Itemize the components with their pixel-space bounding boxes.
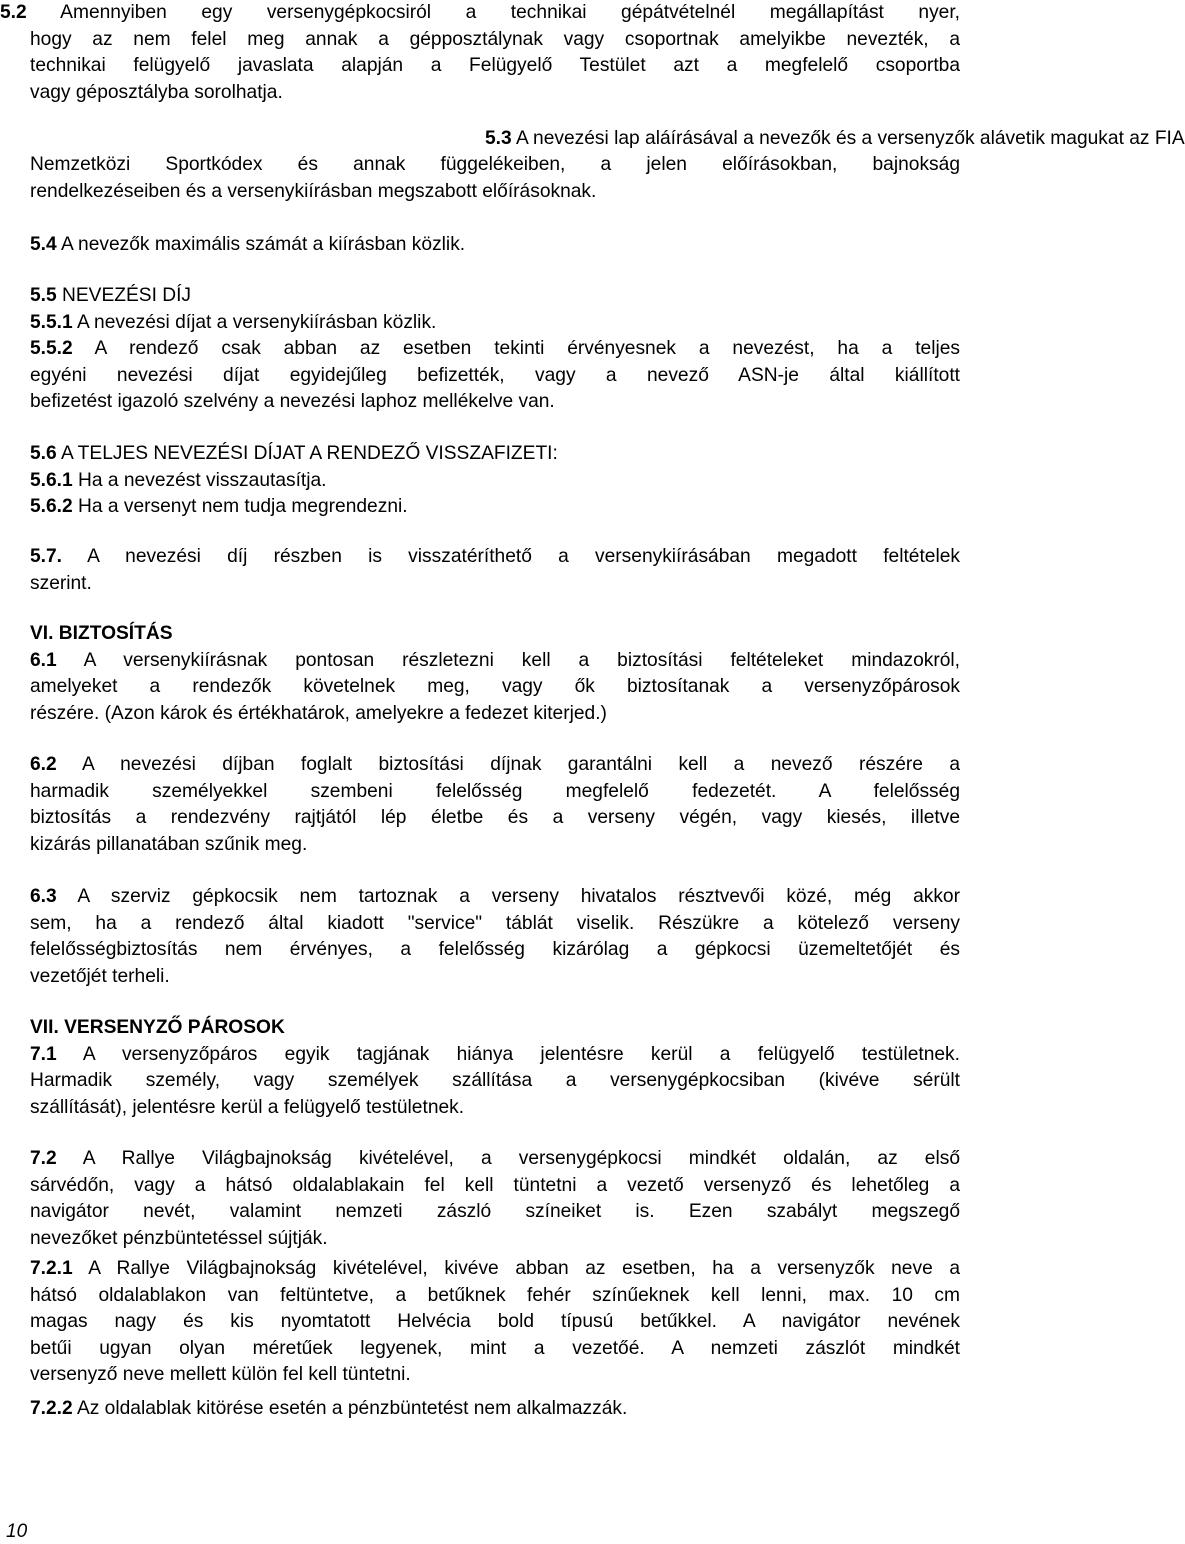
text-line: Nemzetközi Sportkódex és annak függelékeiben, a jelen előírásokban, bajnokság bbox=[30, 154, 960, 175]
section-number: 6.3 bbox=[30, 886, 57, 907]
paragraph-7-2-1 bbox=[0, 1256, 960, 1389]
text-line bbox=[0, 1256, 960, 1283]
text-line: szállítását), jelentésre kerül a felügyelő testületnek. bbox=[30, 1096, 465, 1118]
page-number: 10 bbox=[6, 1521, 28, 1542]
section-number: 5.6.1 bbox=[30, 469, 73, 491]
text-line: Harmadik személy, vagy személyek szállítása a versenygépkocsiban (kivéve sérült bbox=[30, 1070, 960, 1092]
text-line: amelyeket a rendezők követelnek meg, vagy ők biztosítanak a versenyzőpárosok bbox=[30, 676, 960, 698]
paragraph-5-3 bbox=[0, 126, 1185, 153]
text-line: részére. (Azon károk és értékhatárok, amelyekre a fedezet kiterjed.) bbox=[30, 702, 607, 724]
section-number: 6.1 bbox=[30, 649, 57, 671]
text-line: technikai felügyelő javaslata alapján a Felügyelő Testület azt a megfelelő csoportba bbox=[30, 55, 960, 77]
section-number: 7.2.1 bbox=[30, 1258, 73, 1279]
paragraph-7-2 bbox=[0, 1146, 960, 1252]
text-line: sárvédőn, vagy a hátsó oldalablakain fel kell tüntetni a vezető versenyző és lehetőleg a bbox=[30, 1174, 960, 1196]
text-line: betűi ugyan olyan méretűek legyenek, mint a vezetőé. A nemzeti zászlót mindkét bbox=[30, 1337, 960, 1359]
text-line bbox=[0, 283, 960, 310]
paragraph-6-3 bbox=[0, 884, 960, 990]
paragraph-6-2 bbox=[0, 752, 960, 858]
paragraph-5-4 bbox=[0, 232, 960, 259]
line-text: vagy géposztályba sorolhatja. bbox=[30, 81, 283, 103]
line-text: A szerviz gépkocsik nem tartoznak a verseny hivatalos résztvevői közé, még akkor bbox=[56, 886, 960, 907]
line-text: A versenyzőpáros egyik tagjának hiánya jelentésre kerül a felügyelő testületnek. bbox=[56, 1043, 960, 1065]
text-line bbox=[0, 648, 960, 675]
text-line bbox=[0, 441, 960, 468]
heading-text: VI. BIZTOSÍTÁS bbox=[30, 623, 173, 644]
section-heading bbox=[0, 621, 960, 648]
text-line bbox=[0, 884, 960, 911]
line-text: A nevezési díj részben is visszatéríthető a versenykiírásában megadott feltételek bbox=[62, 546, 960, 567]
text-line bbox=[0, 126, 1185, 153]
paragraph-5-3-body bbox=[0, 152, 960, 205]
line-text: A nevezési lap aláírásával a nevezők és a versenyzők alávetik magukat az FIA bbox=[511, 128, 1185, 149]
paragraph-7-2-2 bbox=[0, 1396, 960, 1423]
text-line: sem, ha a rendező által kiadott "service" táblát viselik. Részükre a kötelező verseny bbox=[30, 912, 960, 934]
text-line bbox=[0, 80, 960, 107]
text-line: hátsó oldalablakon van feltüntetve, a betűknek fehér színűeknek kell lenni, max. 10 cm bbox=[30, 1284, 960, 1306]
text-line bbox=[0, 468, 960, 495]
line-text: A Rallye Világbajnokság kivételével, kivéve abban az esetben, ha a versenyzők neve a bbox=[72, 1258, 960, 1279]
paragraph-5-5 bbox=[0, 283, 960, 416]
line-text: A versenykiírásnak pontosan részletezni kell a biztosítási feltételeket mindazokról, bbox=[56, 649, 960, 671]
section-heading bbox=[0, 1015, 960, 1042]
heading-text: VII. VERSENYZŐ PÁROSOK bbox=[30, 1017, 285, 1038]
text-line bbox=[0, 310, 960, 337]
section-number: 6.2 bbox=[30, 754, 57, 775]
text-line bbox=[0, 1396, 960, 1423]
text-line: felelősségbiztosítás nem érvényes, a felelősség kizárólag a gépkocsi üzemeltetőjét és bbox=[30, 939, 960, 961]
text-line: nevezőket pénzbüntetéssel sújtják. bbox=[30, 1227, 328, 1249]
section-number: 7.2 bbox=[30, 1148, 57, 1169]
text-line: magas nagy és kis nyomtatott Helvécia bold típusú betűkkel. A navigátor nevének bbox=[30, 1311, 960, 1333]
line-text: A nevezési díjban foglalt biztosítási díjnak garantálni kell a nevező részére a bbox=[56, 754, 960, 775]
section-number: 5.3 bbox=[485, 128, 512, 149]
section-number: 5.5.2 bbox=[30, 338, 73, 360]
text-line bbox=[0, 232, 960, 259]
text-line bbox=[0, 336, 960, 363]
line-text: Ha a versenyt nem tudja megrendezni. bbox=[72, 496, 408, 518]
line-text: Ha a nevezést visszautasítja. bbox=[72, 469, 327, 491]
section-vii bbox=[0, 1015, 960, 1121]
text-line: befizetést igazoló szelvény a nevezési laphoz mellékelve van. bbox=[30, 391, 555, 413]
line-text: A nevezők maximális számát a kiírásban közlik. bbox=[56, 234, 466, 255]
text-line bbox=[0, 544, 960, 571]
text-line: harmadik személyekkel szembeni felelősség megfelelő fedezetét. A felelősség bbox=[30, 780, 960, 802]
section-number: 5.5.1 bbox=[30, 311, 73, 333]
section-number: 5.5 bbox=[30, 285, 57, 306]
section-vi bbox=[0, 621, 960, 727]
text-line bbox=[0, 0, 960, 27]
section-number: 5.2 bbox=[0, 2, 27, 23]
text-line: rendelkezéseiben és a versenykiírásban megszabott előírásoknak. bbox=[30, 180, 597, 202]
text-line: szerint. bbox=[30, 572, 92, 594]
text-line: egyéni nevezési díjat egyidejűleg befizették, vagy a nevező ASN-je által kiállított bbox=[30, 364, 960, 386]
text-line: hogy az nem felel meg annak a gépposztálynak vagy csoportnak amelyikbe nevezték, a bbox=[30, 28, 960, 50]
line-text: A rendező csak abban az esetben tekinti érvényesnek a nevezést, ha a teljes bbox=[72, 338, 960, 360]
text-line bbox=[0, 1146, 960, 1173]
section-number: 5.7. bbox=[30, 546, 63, 567]
line-text: A Rallye Világbajnokság kivételével, a versenygépkocsi mindkét oldalán, az első bbox=[56, 1148, 960, 1169]
text-line: biztosítás a rendezvény rajtjától lép életbe és a verseny végén, vagy kiesés, illetve bbox=[30, 807, 960, 829]
text-line: versenyző neve mellett külön fel kell tüntetni. bbox=[30, 1364, 411, 1386]
text-line bbox=[0, 1042, 960, 1069]
line-text: NEVEZÉSI DÍJ bbox=[56, 285, 192, 306]
line-text: A nevezési díjat a versenykiírásban közlik. bbox=[72, 311, 437, 333]
section-number: 5.4 bbox=[30, 234, 57, 255]
text-line: kizárás pillanatában szűnik meg. bbox=[30, 833, 308, 855]
section-number: 5.6.2 bbox=[30, 496, 73, 518]
paragraph-5-6 bbox=[0, 441, 960, 521]
text-line: vezetőjét terheli. bbox=[30, 965, 170, 987]
paragraph-5-7 bbox=[0, 544, 960, 597]
text-line: navigátor nevét, valamint nemzeti zászló színeiket is. Ezen szabályt megszegő bbox=[30, 1201, 960, 1223]
section-number: 7.2.2 bbox=[30, 1398, 73, 1419]
section-number: 7.1 bbox=[30, 1043, 57, 1065]
section-number: 5.6 bbox=[30, 443, 57, 464]
line-text: A TELJES NEVEZÉSI DÍJAT A RENDEZŐ VISSZAFIZETI: bbox=[56, 443, 558, 464]
paragraph-5-2 bbox=[0, 0, 960, 106]
text-line bbox=[0, 752, 960, 779]
text-line bbox=[0, 494, 960, 521]
line-text: Az oldalablak kitörése esetén a pénzbüntetést nem alkalmazzák. bbox=[72, 1398, 628, 1419]
line-text: Amennyiben egy versenygépkocsiról a technikai gépátvételnél megállapítást nyer, bbox=[26, 2, 960, 23]
